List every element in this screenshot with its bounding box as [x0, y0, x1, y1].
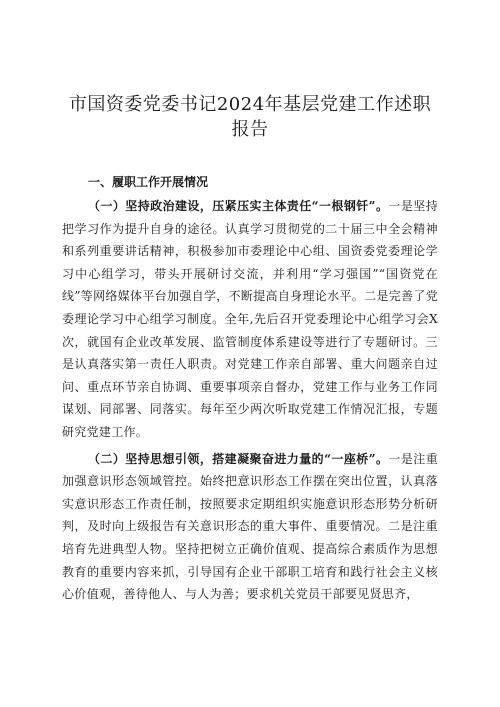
paragraph-2-body: 一是注重加强意识形态领域管控。始终把意识形态工作摆在突出位置，认真落实意识形态工作责任制，按照要求定期组织实施意识形态形势分析研判，及时向上级报告有关意识形态的重大事件、重要情况。二是注重培育先进典型人物。坚持把树立正确价值观、提高综合素质作为思想教育的重要内容来抓，引导国有企业干部职工培育和践行社会主义核心价值观，善待他人、与人为善；要求机关党员干部要见贤思齐， — [62, 451, 438, 602]
paragraph-1-lead: （一）坚持政治建设，压紧压实主体责任“一根钢钎”。 — [88, 199, 389, 213]
paragraph-2-lead: （二）坚持思想引领，搭建凝聚奋进力量的“一座桥”。 — [88, 451, 389, 466]
paragraph-2 — [62, 448, 438, 606]
section-heading: 一、履职工作开展情况 — [88, 175, 209, 189]
paragraph-1 — [62, 195, 438, 444]
paragraph-1-body: 一是坚持把学习作为提升自身的途径。认真学习贯彻党的二十届三中全会精神和系列重要讲话精神，积极参加市委理论中心组、国资委党委理论学习中心组学习，带头开展研讨交流，并利用“学习强国”“国资党在线”等网络媒体平台加强自学，不断提高自身理论水平。二是完善了党委理论学习中心组学习制度。全年,先后召开党委理论中心组学习会X次，就国有企业改革发展、监管制度体系建设等进行了专题研讨。三是认真落实第一责任人职责。对党建工作亲自部署、重大问题亲自过问、重点环节亲自协调、重要事项亲自督办，党建工作与业务工作同谋划、同部署、同落实。每年至少两次听取党建工作情况汇报，专题研究党建工作。 — [62, 199, 438, 439]
title-line-2: 报告 — [231, 119, 269, 140]
title-line-1: 市国资委党委书记2024年基层党建工作述职 — [68, 94, 432, 115]
document-title — [62, 92, 438, 142]
